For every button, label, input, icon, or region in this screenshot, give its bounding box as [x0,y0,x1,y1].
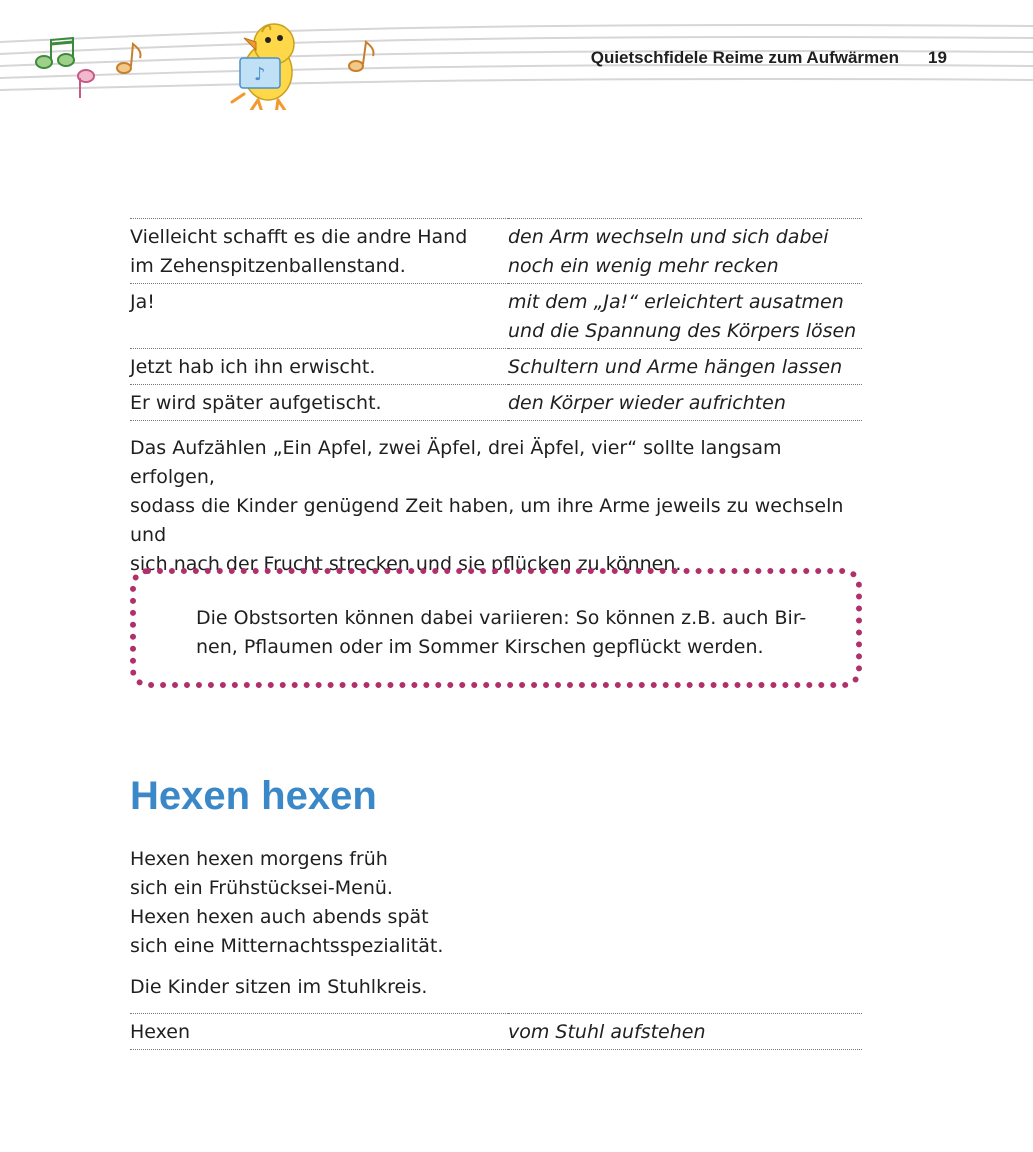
poem-line: sich eine Mitternachtsspezialität. [130,935,444,957]
paragraph-line: sich nach der Frucht strecken und sie pflücken zu können. [130,553,682,575]
poem [130,845,862,961]
paragraph-line: Das Aufzählen „Ein Apfel, zwei Äpfel, drei Äpfel, vier“ sollte langsam erfolgen, [130,437,782,488]
music-note-icon [78,70,94,98]
svg-text:♪: ♪ [254,64,266,85]
poem-line: Hexen hexen auch abends spät [130,906,429,928]
verse-line: Hexen [130,1021,191,1043]
movement-instruction: Schultern und Arme hängen lassen [508,356,843,378]
table-row [130,385,862,421]
section-heading: Hexen hexen [130,774,377,818]
music-note-icon [349,42,374,71]
note-line: Die Obstsorten können dabei variieren: So können z.B. auch Bir- [196,607,807,629]
movement-instruction: und die Spannung des Körpers lösen [508,320,857,342]
verse-line: Jetzt hab ich ihn erwischt. [130,356,376,378]
movement-instruction: mit dem „Ja!“ erleichtert ausatmen [508,291,844,313]
setup-instruction-text: Die Kinder sitzen im Stuhlkreis. [130,976,428,998]
setup-instruction [130,973,862,1002]
table-row [130,1014,862,1050]
movement-instruction: noch ein wenig mehr recken [508,255,779,277]
singing-chick-icon [232,24,294,110]
verse-line: Er wird später aufgetischt. [130,392,382,414]
poem-line: Hexen hexen morgens früh [130,848,388,870]
instruction-table-2 [130,1013,862,1050]
verse-line: Ja! [130,291,155,313]
poem-line: sich ein Frühstücksei-Menü. [130,877,393,899]
table-row [130,284,862,349]
instruction-table-1 [130,218,862,421]
paragraph-line: sodass die Kinder genügend Zeit haben, um ihre Arme jeweils zu wechseln und [130,495,844,546]
note-text [196,604,816,662]
table-row [130,349,862,385]
page-number: 19 [928,48,947,67]
movement-instruction: den Arm wechseln und sich dabei [508,226,829,248]
tip-note-box [130,568,862,688]
movement-instruction: den Körper wieder aufrichten [508,392,786,414]
explanation-paragraph [130,434,862,579]
movement-instruction: vom Stuhl aufstehen [508,1021,706,1043]
running-header-title: Quietschfidele Reime zum Aufwärmen [590,48,899,67]
table-row [130,219,862,284]
verse-line: Vielleicht schafft es die andre Hand [130,226,468,248]
verse-line: im Zehenspitzenballenstand. [130,255,406,277]
note-line: nen, Pflaumen oder im Sommer Kirschen gepflückt werden. [196,636,764,658]
